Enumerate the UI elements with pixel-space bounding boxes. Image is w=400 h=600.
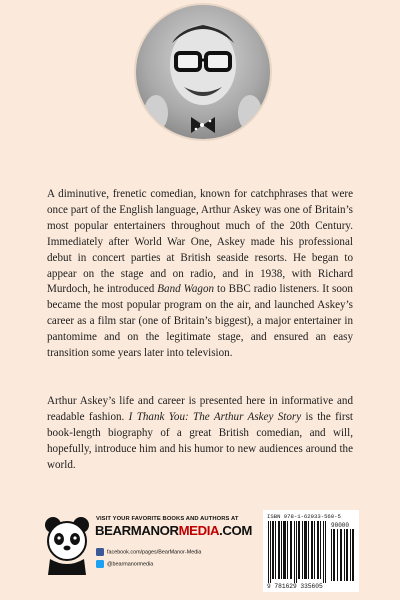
publisher-block bbox=[44, 513, 274, 593]
publisher-website[interactable]: BEARMANORMEDIA.COM bbox=[95, 523, 252, 538]
price-code: 90000 bbox=[331, 522, 350, 529]
publisher-tagline: VISIT YOUR FAVORITE BOOKS AND AUTHORS AT bbox=[96, 516, 239, 522]
blurb-paragraph-2: Arthur Askey’s life and career is presented here in informative and readable fashion. I Thank You: The Arthur Askey Story is the first book-length biography of a great British comedian, and will, hopefully, introduce him and his humor to new audiences around the world. bbox=[47, 395, 353, 471]
addon-barcode-bars bbox=[331, 529, 355, 581]
twitter-link[interactable]: @bearmanormedia bbox=[96, 560, 153, 568]
facebook-link[interactable]: facebook.com/pages/BearManor-Media bbox=[96, 548, 201, 556]
author-portrait-photo bbox=[134, 3, 272, 141]
isbn-label: ISBN 978-1-62933-560-5 bbox=[267, 513, 341, 520]
panda-icon bbox=[44, 515, 90, 577]
blurb-paragraph-1: A diminutive, frenetic comedian, known for catchphrases that were once part of the English language, Arthur Askey was one of Britain’s most popular entertainers throughout much of the 20th Century. Immediately after World War One, Askey made his professional debut in concert parties at British seaside resorts. He began to appear on the stage and on radio, and in 1938, with Richard Murdoch, he introduced Band Wagon to BBC radio listeners. It soon became the most popular program on the air, and launched Askey’s career as a film star (one of Britain’s biggest), a major entertainer in pantomime and on the legitimate stage, and ensured an easy transition some years later into television. bbox=[47, 188, 353, 360]
barcode-digits: 9 781629 335605 bbox=[267, 583, 323, 590]
ean-barcode-bars bbox=[267, 521, 327, 583]
facebook-icon bbox=[96, 548, 104, 556]
portrait-illustration bbox=[136, 5, 270, 139]
twitter-icon bbox=[96, 560, 104, 568]
isbn-barcode bbox=[263, 510, 359, 592]
